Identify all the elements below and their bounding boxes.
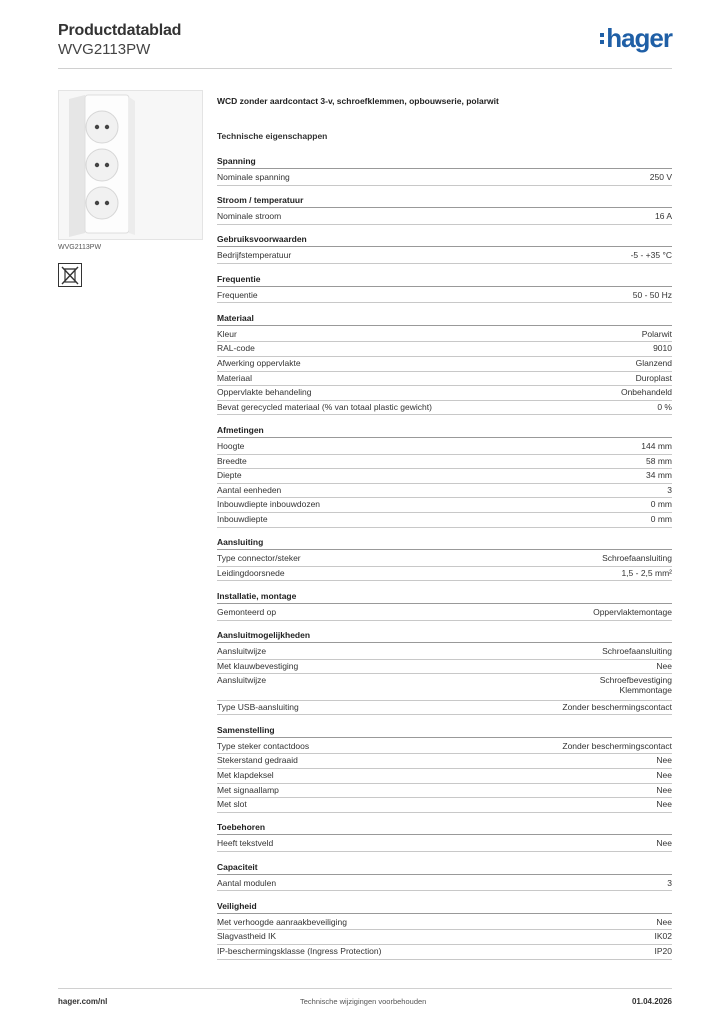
spec-value: [602, 646, 672, 656]
spec-value-line: 34 mm: [646, 470, 672, 481]
footer-disclaimer: Technische wijzigingen voorbehouden: [300, 997, 427, 1006]
spec-label: Gemonteerd op: [217, 607, 277, 617]
spec-value-line: 3: [667, 484, 672, 495]
spec-value: [656, 917, 672, 927]
spec-label: Nominale spanning: [217, 172, 290, 182]
spec-value-line: 3: [667, 877, 672, 888]
spec-value-line: 0 mm: [650, 514, 672, 524]
spec-value: [621, 387, 672, 397]
spec-value: [667, 485, 672, 495]
spec-label: Met verhoogde aanraakbeveiliging: [217, 916, 347, 927]
spec-label: Aansluitwijze: [217, 646, 267, 657]
spec-value: [646, 456, 672, 466]
spec-row: [217, 701, 672, 716]
spec-row: [217, 357, 672, 372]
spec-row: [217, 249, 672, 264]
spec-row: [217, 877, 672, 892]
spec-label: Met signaallamp: [217, 784, 279, 795]
section-title: Materiaal: [217, 313, 672, 326]
spec-label: Aansluitwijze: [217, 675, 267, 686]
spec-value-line: Oppervlaktemontage: [593, 607, 672, 617]
spec-label: Aantal eenheden: [217, 484, 282, 495]
spec-row: [217, 784, 672, 799]
spec-row: [217, 372, 672, 387]
spec-label: Type connector/steker: [217, 553, 301, 564]
spec-label: Inbouwdiepte inbouwdozen: [217, 499, 321, 510]
spec-label: Type USB-aansluiting: [217, 701, 299, 712]
spec-value: [656, 661, 672, 671]
spec-row: [217, 552, 672, 567]
spec-value: [655, 946, 673, 956]
spec-value: [651, 499, 672, 509]
spec-row: [217, 484, 672, 499]
footer-date: 01.04.2026: [631, 997, 672, 1006]
spec-row: [217, 837, 672, 852]
spec-row: [217, 660, 672, 675]
spec-label: Inbouwdiepte: [217, 514, 268, 524]
spec-label: Heeft tekstveld: [217, 838, 274, 849]
spec-value-line: Schroefaansluiting: [602, 646, 672, 657]
spec-label: Met klauwbevestiging: [217, 660, 299, 671]
spec-row: [217, 513, 672, 528]
product-description: WCD zonder aardcontact 3-v, schroefklemmen, opbouwserie, polarwit: [217, 96, 499, 106]
footer-website-link[interactable]: hager.com/nl: [58, 997, 108, 1006]
spec-label: Afwerking oppervlakte: [217, 358, 301, 368]
spec-value: [667, 878, 672, 888]
spec-value: [656, 755, 672, 765]
spec-value: [600, 675, 672, 695]
spec-value-line: 16 A: [654, 211, 672, 222]
section-title: Capaciteit: [217, 862, 672, 875]
spec-value-line: Glanzend: [635, 358, 672, 368]
spec-value: [602, 553, 672, 563]
spec-label: Aantal modulen: [217, 877, 277, 888]
section-title: Afmetingen: [217, 425, 672, 438]
spec-label: Slagvastheid IK: [217, 931, 277, 942]
spec-value-line: Nee: [656, 660, 672, 671]
product-number: WVG2113PW: [58, 41, 151, 58]
spec-value: [655, 211, 672, 221]
spec-label: Nominale stroom: [217, 211, 282, 222]
logo-text: hager: [606, 23, 672, 53]
spec-row: [217, 386, 672, 401]
spec-value-line: 58 mm: [646, 455, 672, 466]
spec-row: [217, 328, 672, 343]
spec-label: Breedte: [217, 455, 247, 466]
spec-value-line: 9010: [653, 343, 672, 354]
section-title: Stroom / temperatuur: [217, 195, 672, 208]
spec-label: RAL-code: [217, 343, 255, 354]
spec-value: [636, 358, 672, 368]
spec-value: [646, 470, 672, 480]
spec-value: [657, 402, 672, 412]
spec-row: [217, 210, 672, 225]
spec-label: Oppervlakte behandeling: [217, 387, 312, 398]
spec-value-line: Nee: [656, 755, 672, 766]
spec-label: Frequentie: [217, 289, 258, 300]
spec-value-line: Zonder beschermingscontact: [562, 701, 672, 712]
spec-label: Leidingdoorsnede: [217, 567, 285, 578]
spec-row: [217, 469, 672, 484]
spec-value-line: Klemmontage: [619, 685, 672, 696]
spec-value: [655, 931, 673, 941]
spec-row: [217, 498, 672, 513]
spec-label: Stekerstand gedraaid: [217, 755, 298, 766]
spec-row: [217, 916, 672, 931]
section-title: Spanning: [217, 156, 672, 169]
spec-label: Materiaal: [217, 372, 252, 383]
spec-value: [656, 838, 672, 848]
spec-value-line: Nee: [656, 799, 672, 810]
spec-row: [217, 567, 672, 582]
spec-label: Type steker contactdoos: [217, 740, 310, 751]
spec-value: [562, 702, 672, 712]
section-title: Aansluitmogelijkheden: [217, 630, 672, 643]
spec-row: [217, 342, 672, 357]
spec-label: Diepte: [217, 470, 242, 481]
triple-socket-outlet-image: [58, 90, 203, 240]
spec-row: [217, 769, 672, 784]
header-divider: [58, 68, 672, 69]
section-title: Aansluiting: [217, 537, 672, 550]
spec-value: [633, 290, 672, 300]
spec-value: [651, 514, 672, 524]
spec-row: [217, 440, 672, 455]
spec-value-line: 1,5 - 2,5 mm²: [621, 567, 672, 578]
spec-value-line: 0 %: [657, 401, 672, 412]
section-title: Toebehoren: [217, 822, 672, 835]
spec-label: Bevat gerecycled materiaal (% van totaal plastic gewicht): [217, 401, 432, 412]
waste-bin-crossed-icon: [58, 263, 82, 287]
spec-row: [217, 171, 672, 186]
spec-label: Met klapdeksel: [217, 770, 274, 781]
hager-logo[interactable]: [600, 24, 672, 54]
spec-value: [656, 799, 672, 809]
logo-dots-icon: [600, 33, 604, 44]
spec-value-line: Nee: [656, 770, 672, 781]
spec-value-line: 250 V: [649, 172, 672, 182]
spec-value: [641, 441, 672, 451]
spec-value-line: Polarwit: [641, 328, 672, 339]
spec-value-line: 50 - 50 Hz: [632, 289, 672, 300]
spec-value-line: Schroefbevestiging: [599, 675, 672, 686]
spec-value: [653, 343, 672, 353]
spec-value-line: IP20: [654, 946, 672, 957]
spec-row: [217, 401, 672, 416]
spec-label: Met slot: [217, 799, 247, 810]
spec-row: [217, 674, 672, 700]
spec-label: IP-beschermingsklasse (Ingress Protection): [217, 946, 382, 957]
spec-value: [642, 329, 672, 339]
spec-row: [217, 645, 672, 660]
footer-divider: [58, 988, 672, 989]
spec-row: [217, 606, 672, 621]
spec-row: [217, 455, 672, 470]
spec-value-line: 0 mm: [650, 499, 672, 510]
spec-row: [217, 289, 672, 304]
spec-value-line: Zonder beschermingscontact: [562, 740, 672, 751]
image-caption: WVG2113PW: [58, 244, 102, 251]
spec-value-line: Schroefaansluiting: [602, 553, 672, 564]
spec-label: Hoogte: [217, 441, 245, 451]
spec-value: [593, 607, 672, 617]
spec-value: [621, 568, 672, 578]
spec-value-line: Onbehandeld: [620, 387, 672, 398]
spec-value-line: Nee: [656, 838, 672, 849]
spec-value-line: Nee: [656, 916, 672, 927]
spec-row: [217, 740, 672, 755]
spec-value-line: Nee: [656, 784, 672, 795]
spec-value: [650, 172, 672, 182]
spec-label: Bedrijfstemperatuur: [217, 250, 292, 261]
spec-value: [656, 770, 672, 780]
spec-row: [217, 945, 672, 960]
spec-value-line: -5 - +35 °C: [630, 250, 672, 261]
spec-value: [562, 741, 672, 751]
spec-label: Kleur: [217, 328, 237, 339]
spec-value-line: 144 mm: [641, 441, 672, 451]
spec-row: [217, 754, 672, 769]
spec-value-line: Duroplast: [635, 372, 672, 383]
spec-value: [636, 373, 672, 383]
spec-value: [631, 250, 672, 260]
page-header: [58, 22, 672, 68]
spec-value: [656, 785, 672, 795]
spec-value-line: IK02: [654, 931, 672, 942]
tech-heading: Technische eigenschappen: [217, 131, 328, 141]
spec-row: [217, 798, 672, 813]
spec-row: [217, 930, 672, 945]
section-title: Samenstelling: [217, 725, 672, 738]
section-title: Veiligheid: [217, 901, 672, 914]
section-title: Installatie, montage: [217, 591, 672, 604]
section-title: Frequentie: [217, 274, 672, 287]
section-title: Gebruiksvoorwaarden: [217, 234, 672, 247]
document-title: Productdatablad: [58, 22, 182, 39]
